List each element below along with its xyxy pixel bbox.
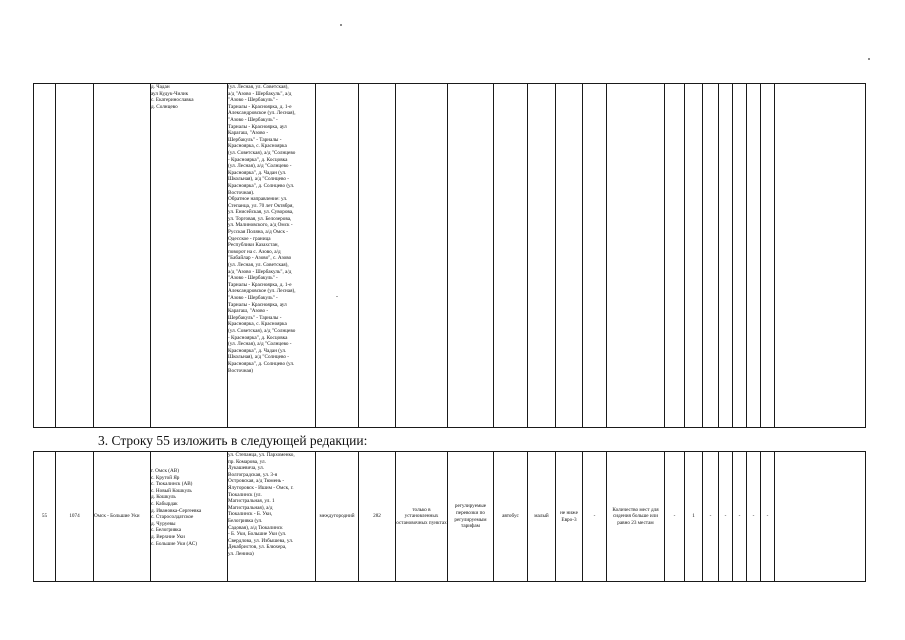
- text-line: (ул. Лесная, ул. Советская),: [228, 84, 289, 90]
- text-line: Тарналы - Красноярка, д. 1-е: [228, 103, 292, 110]
- text-line: "Азово - Шербакуль" -: [228, 97, 278, 104]
- route-name: Омск - Большие Уки: [94, 452, 151, 582]
- dash-c: -: [703, 452, 719, 582]
- text-line: - Красноярка", д. Косцовка: [228, 334, 288, 341]
- cell: [665, 84, 685, 428]
- registration-number: 1074: [56, 452, 94, 582]
- text-line: (ул. Лесная), а/д "Солнцево -: [228, 163, 292, 170]
- text-line: - Красноярка", д. Косцовка: [228, 156, 288, 163]
- settlements-cell: [151, 84, 228, 428]
- text-line: Островская, а/д Тюмень -: [228, 478, 285, 485]
- text-line: Карагаш, "Азово -: [228, 308, 269, 315]
- cell: [761, 84, 775, 428]
- text-line: д. Ивановка-Сергеевка: [151, 507, 202, 514]
- text-line: Садовая), а/д Тюкалинск: [228, 524, 283, 531]
- text-line: Шербакуль" - Тарналы -: [228, 314, 282, 321]
- text-line: Тарналы - Красноярка, аул: [228, 301, 287, 308]
- cell: [34, 84, 56, 428]
- text-line: с. Крутой Яр: [151, 474, 180, 481]
- cell: [448, 84, 494, 428]
- dash-d: -: [719, 452, 733, 582]
- dash-g: -: [761, 452, 775, 582]
- cell: [316, 84, 359, 428]
- seats-info: Количество мест для сидения больше или равно 23 местам: [607, 452, 665, 582]
- text-line: с. Кабырдак: [151, 500, 178, 507]
- text-line: Ялуторовск - Ишим - Омск, г.: [228, 484, 294, 491]
- text-line: Восточная): [228, 367, 253, 374]
- text-line: Тарналы - Красноярка, д. 1-е: [228, 281, 292, 288]
- text-line: д. Солнцево: [151, 103, 178, 110]
- text-line: Обратное направление: ул.: [228, 196, 288, 203]
- dash-a: -: [583, 452, 607, 582]
- text-line: (ул. Советская), а/д "Солнцево: [228, 149, 296, 156]
- text-line: д. Чадан: [151, 84, 170, 90]
- text-line: аул Кудук-Чилик: [151, 90, 189, 97]
- cell: [56, 84, 94, 428]
- scan-speck: [868, 58, 870, 60]
- text-line: с. Старосолдатское: [151, 514, 194, 521]
- text-line: - Б. Уки, Большие Уки (ул.: [228, 531, 287, 538]
- settlements-cell: [151, 452, 228, 582]
- text-line: Красноярка, с. Красноярка: [228, 321, 287, 328]
- cell: [583, 84, 607, 428]
- route-table-continued: [33, 83, 866, 428]
- text-line: Тарналы - Красноярка, аул: [228, 123, 287, 130]
- text-line: д. Чуруевы: [151, 520, 176, 527]
- text-line: Восточная).: [228, 189, 255, 196]
- route-path-cell: [228, 84, 316, 428]
- cell: [556, 84, 583, 428]
- text-line: Одесское - граница: [228, 235, 271, 242]
- text-line: "Азово - Шербакуль" -: [228, 295, 278, 301]
- text-line: Свердлова, ул. Избышева, ул.: [228, 537, 294, 544]
- text-line: д. Верхние Уки: [151, 533, 185, 540]
- text-line: "Азово - Шербакуль" -: [228, 116, 278, 123]
- text-line: пр. Комарова, ул.: [228, 458, 266, 465]
- scan-speck: [340, 24, 342, 26]
- text-line: ул. Малиновского, а/д Омск -: [228, 222, 293, 229]
- text-line: Тюкалинск - Б. Уки,: [228, 511, 273, 518]
- text-line: Лукашевича, ул.: [228, 465, 265, 472]
- dash-b: -: [665, 452, 685, 582]
- text-line: Степанца, ул. 70 лет Октября,: [228, 202, 294, 209]
- text-line: ул. Енисейская, ул. Суворова,: [228, 209, 294, 216]
- cell: [703, 84, 719, 428]
- cell: [359, 84, 396, 428]
- text-line: с. Большие Уки (АС): [151, 540, 197, 547]
- text-line: г. Омск (АВ): [151, 468, 179, 474]
- text-line: Тюкалинск (ул.: [228, 491, 262, 498]
- text-line: Школьная), а/д "Солнцево -: [228, 176, 290, 183]
- tariff-type: регулируемые перевозки по регулируемым тарифам: [448, 452, 494, 582]
- eco-class: не ниже Евро-3: [556, 452, 583, 582]
- cell: [747, 84, 761, 428]
- text-line: а/д "Азово - Шербакуль", а/д: [228, 268, 292, 275]
- text-line: Магистральная), а/д: [228, 504, 273, 511]
- cell: [775, 452, 866, 582]
- text-line: ул. Торговая, ул. Белозерова,: [228, 215, 292, 222]
- text-line: Красноярка", д. Чадан (ул.: [228, 169, 287, 176]
- cell: [719, 84, 733, 428]
- text-line: Республики Казахстан,: [228, 242, 279, 249]
- text-line: (ул. Лесная, ул. Советская),: [228, 262, 289, 269]
- text-line: Магистральная, ул. 1: [228, 498, 275, 505]
- route-path-cell: [228, 452, 316, 582]
- text-line: Карагаш, "Азово -: [228, 130, 269, 137]
- dash: -: [336, 294, 338, 300]
- text-line: Красноярка, с. Красноярка: [228, 143, 287, 150]
- text-line: Белогривка (ул.: [228, 517, 263, 524]
- vehicle-count: 1: [685, 452, 703, 582]
- route-table-row-55: [33, 451, 866, 582]
- text-line: Декабристов, ул. Блюхера,: [228, 544, 287, 551]
- cell: [607, 84, 665, 428]
- text-line: (ул. Советская), а/д "Солнцево: [228, 327, 296, 334]
- cell: [94, 84, 151, 428]
- route-type: междугородний: [316, 452, 359, 582]
- text-line: Шербакуль" - Тарналы -: [228, 136, 282, 143]
- text-line: Волгоградская, ул. 3-я: [228, 471, 278, 478]
- text-line: Школьная), а/д "Солнцево -: [228, 354, 290, 361]
- cell: [685, 84, 703, 428]
- text-line: Красноярка", д. Солнцево (ул.: [228, 182, 295, 189]
- text-line: "Бабайлар - Азово", с. Азово: [228, 255, 292, 262]
- cell: [733, 84, 747, 428]
- text-line: Русская Поляна, а/д Омск -: [228, 229, 288, 236]
- table-row: [34, 452, 866, 582]
- text-line: а/д "Азово - Шербакуль", а/д: [228, 90, 292, 97]
- cell: [775, 84, 866, 428]
- text-line: Красноярка", д. Солнцево (ул.: [228, 360, 295, 367]
- text-line: с. Белогривка: [151, 527, 182, 534]
- stop-order: только в установленных остановочных пунктах: [396, 452, 448, 582]
- text-line: ул. Степанца, ул. Пархоменко,: [228, 452, 295, 458]
- section-heading: 3. Строку 55 изложить в следующей редакции:: [98, 433, 368, 448]
- text-line: Красноярка", д. Чадан (ул.: [228, 347, 287, 354]
- text-line: ул. Ленина): [228, 550, 254, 557]
- text-line: с. Новый Кошкуль: [151, 487, 192, 494]
- text-line: Александровское (ул. Лесная),: [228, 288, 296, 295]
- text-line: Александровское (ул. Лесная),: [228, 110, 296, 117]
- text-line: (ул. Лесная), а/д "Солнцево -: [228, 341, 292, 348]
- row-number: 55: [34, 452, 56, 582]
- cell: [494, 84, 528, 428]
- vehicle-class: малый: [528, 452, 556, 582]
- cell: [528, 84, 556, 428]
- text-line: с. Екатеринославка: [151, 97, 194, 104]
- dash-f: -: [747, 452, 761, 582]
- cell: [396, 84, 448, 428]
- text-line: д. Кошкуль: [151, 494, 176, 501]
- text-line: поворот на с. Азово, а/д: [228, 248, 281, 255]
- distance: 282: [359, 452, 396, 582]
- text-line: с. Тюкалинск (АВ): [151, 481, 193, 488]
- dash-e: -: [733, 452, 747, 582]
- text-line: "Азово - Шербакуль" -: [228, 275, 278, 282]
- vehicle-type: автобус: [494, 452, 528, 582]
